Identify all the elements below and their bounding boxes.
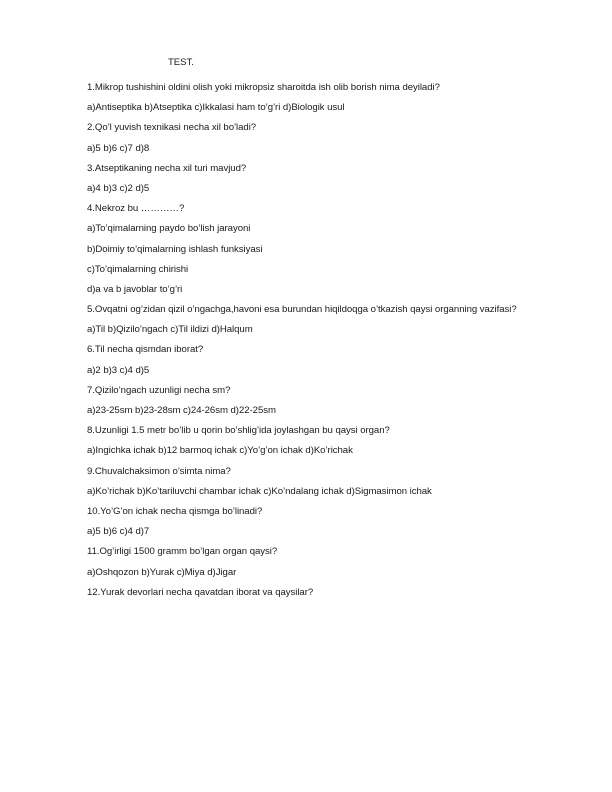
answer-4b: b)Doimiy to’qimalarning ishlash funksiyasi (87, 243, 263, 255)
answer-4d: d)a va b javoblar to’g’ri (87, 283, 183, 295)
answers-2: a)5 b)6 c)7 d)8 (87, 142, 150, 154)
test-title: TEST. (168, 57, 194, 68)
answers-11: a)Oshqozon b)Yurak c)Miya d)Jigar (87, 566, 237, 578)
answer-4c: c)To’qimalarning chirishi (87, 263, 189, 275)
answers-1: a)Antiseptika b)Atseptika c)Ikkalasi ham to’g’ri d)Biologik usul (87, 102, 345, 114)
question-6: 6.Til necha qismdan iborat? (87, 344, 204, 356)
answers-5: a)Til b)Qizilo’ngach c)Til ildizi d)Halqum (87, 324, 253, 336)
answers-8: a)Ingichka ichak b)12 barmoq ichak c)Yo’g’on ichak d)Ko’richak (87, 445, 353, 457)
question-4: 4.Nekroz bu …………? (87, 203, 185, 215)
question-9: 9.Chuvalchaksimon o’simta nima? (87, 465, 231, 477)
question-12: 12.Yurak devorlari necha qavatdan iborat va qaysilar? (87, 586, 314, 598)
question-11: 11.Og’irligi 1500 gramm bo’lgan organ qaysi? (87, 546, 278, 558)
answers-7: a)23-25sm b)23-28sm c)24-26sm d)22-25sm (87, 405, 276, 416)
question-10: 10.Yo’G’on ichak necha qismga bo’linadi? (87, 505, 263, 517)
answer-4a: a)To’qimalarning paydo bo’lish jarayoni (87, 223, 251, 235)
question-3: 3.Atseptikaning necha xil turi mavjud? (87, 162, 247, 174)
answers-10: a)5 b)6 c)4 d)7 (87, 526, 150, 538)
question-8: 8.Uzunligi 1.5 metr bo’lib u qorin bo’shlig’ida joylashgan bu qaysi organ? (87, 425, 390, 437)
answers-6: a)2 b)3 c)4 d)5 (87, 364, 150, 376)
question-7: 7.Qizilo’ngach uzunligi necha sm? (87, 384, 231, 396)
answers-9: a)Ko’richak b)Ko’tariluvchi chambar ichak c)Ko’ndalang ichak d)Sigmasimon ichak (87, 485, 432, 497)
answers-3: a)4 b)3 c)2 d)5 (87, 182, 150, 194)
question-1: 1.Mikrop tushishini oldini olish yoki mikropsiz sharoitda ish olib borish nima deyiladi? (87, 82, 440, 93)
question-2: 2.Qo’l yuvish texnikasi necha xil bo’ladi? (87, 122, 257, 134)
question-5: 5.Ovqatni og’zidan qizil o’ngachga,havoni esa burundan hiqildoqga o’tkazish qaysi organning vazifasi? (87, 304, 517, 316)
question-list (87, 82, 567, 607)
